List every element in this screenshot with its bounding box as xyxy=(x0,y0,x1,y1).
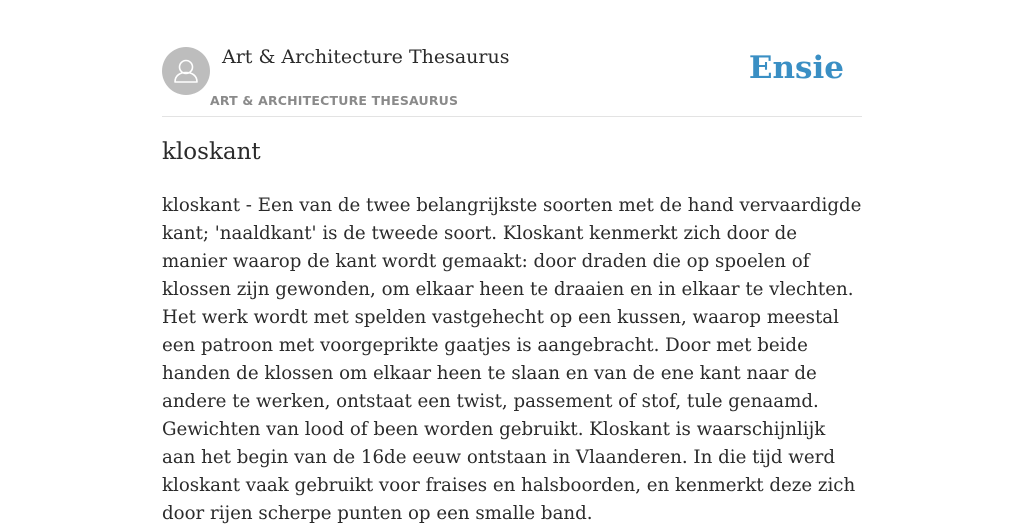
user-icon xyxy=(162,47,210,95)
definition-text: kloskant - Een van de twee belangrijkste soorten met de hand vervaardigde kant; 'naaldkant' is de tweede soort. Kloskant kenmerkt zich door de manier waarop de kant wordt gemaakt: door draden die op spoelen of klossen zijn gewonden, om elkaar heen te draaien en in elkaar te vlechten. Het werk wordt met spelden vastgehecht op een kussen, waarop meestal een patroon met voorgeprikte gaatjes is aangebracht. Door met beide handen de klossen om elkaar heen te slaan en van de ene kant naar de andere te werken, ontstaat een twist, passement of stof, tule genaamd. Gewichten van lood of been worden gebruikt. Kloskant is waarschijnlijk aan het begin van de 16de eeuw ontstaan in Vlaanderen. In die tijd werd kloskant vaak gebruikt voor fraises en halsboorden, en kenmerkt deze zich door rijen scherpe punten op een smalle band. xyxy=(162,195,862,524)
source-subtitle[interactable]: ART & ARCHITECTURE THESAURUS xyxy=(210,93,459,108)
brand-logo[interactable]: Ensie xyxy=(748,50,844,86)
page-title: kloskant xyxy=(162,139,261,165)
entry-header xyxy=(162,0,862,117)
source-title[interactable]: Art & Architecture Thesaurus xyxy=(222,46,510,68)
avatar[interactable] xyxy=(162,47,210,95)
